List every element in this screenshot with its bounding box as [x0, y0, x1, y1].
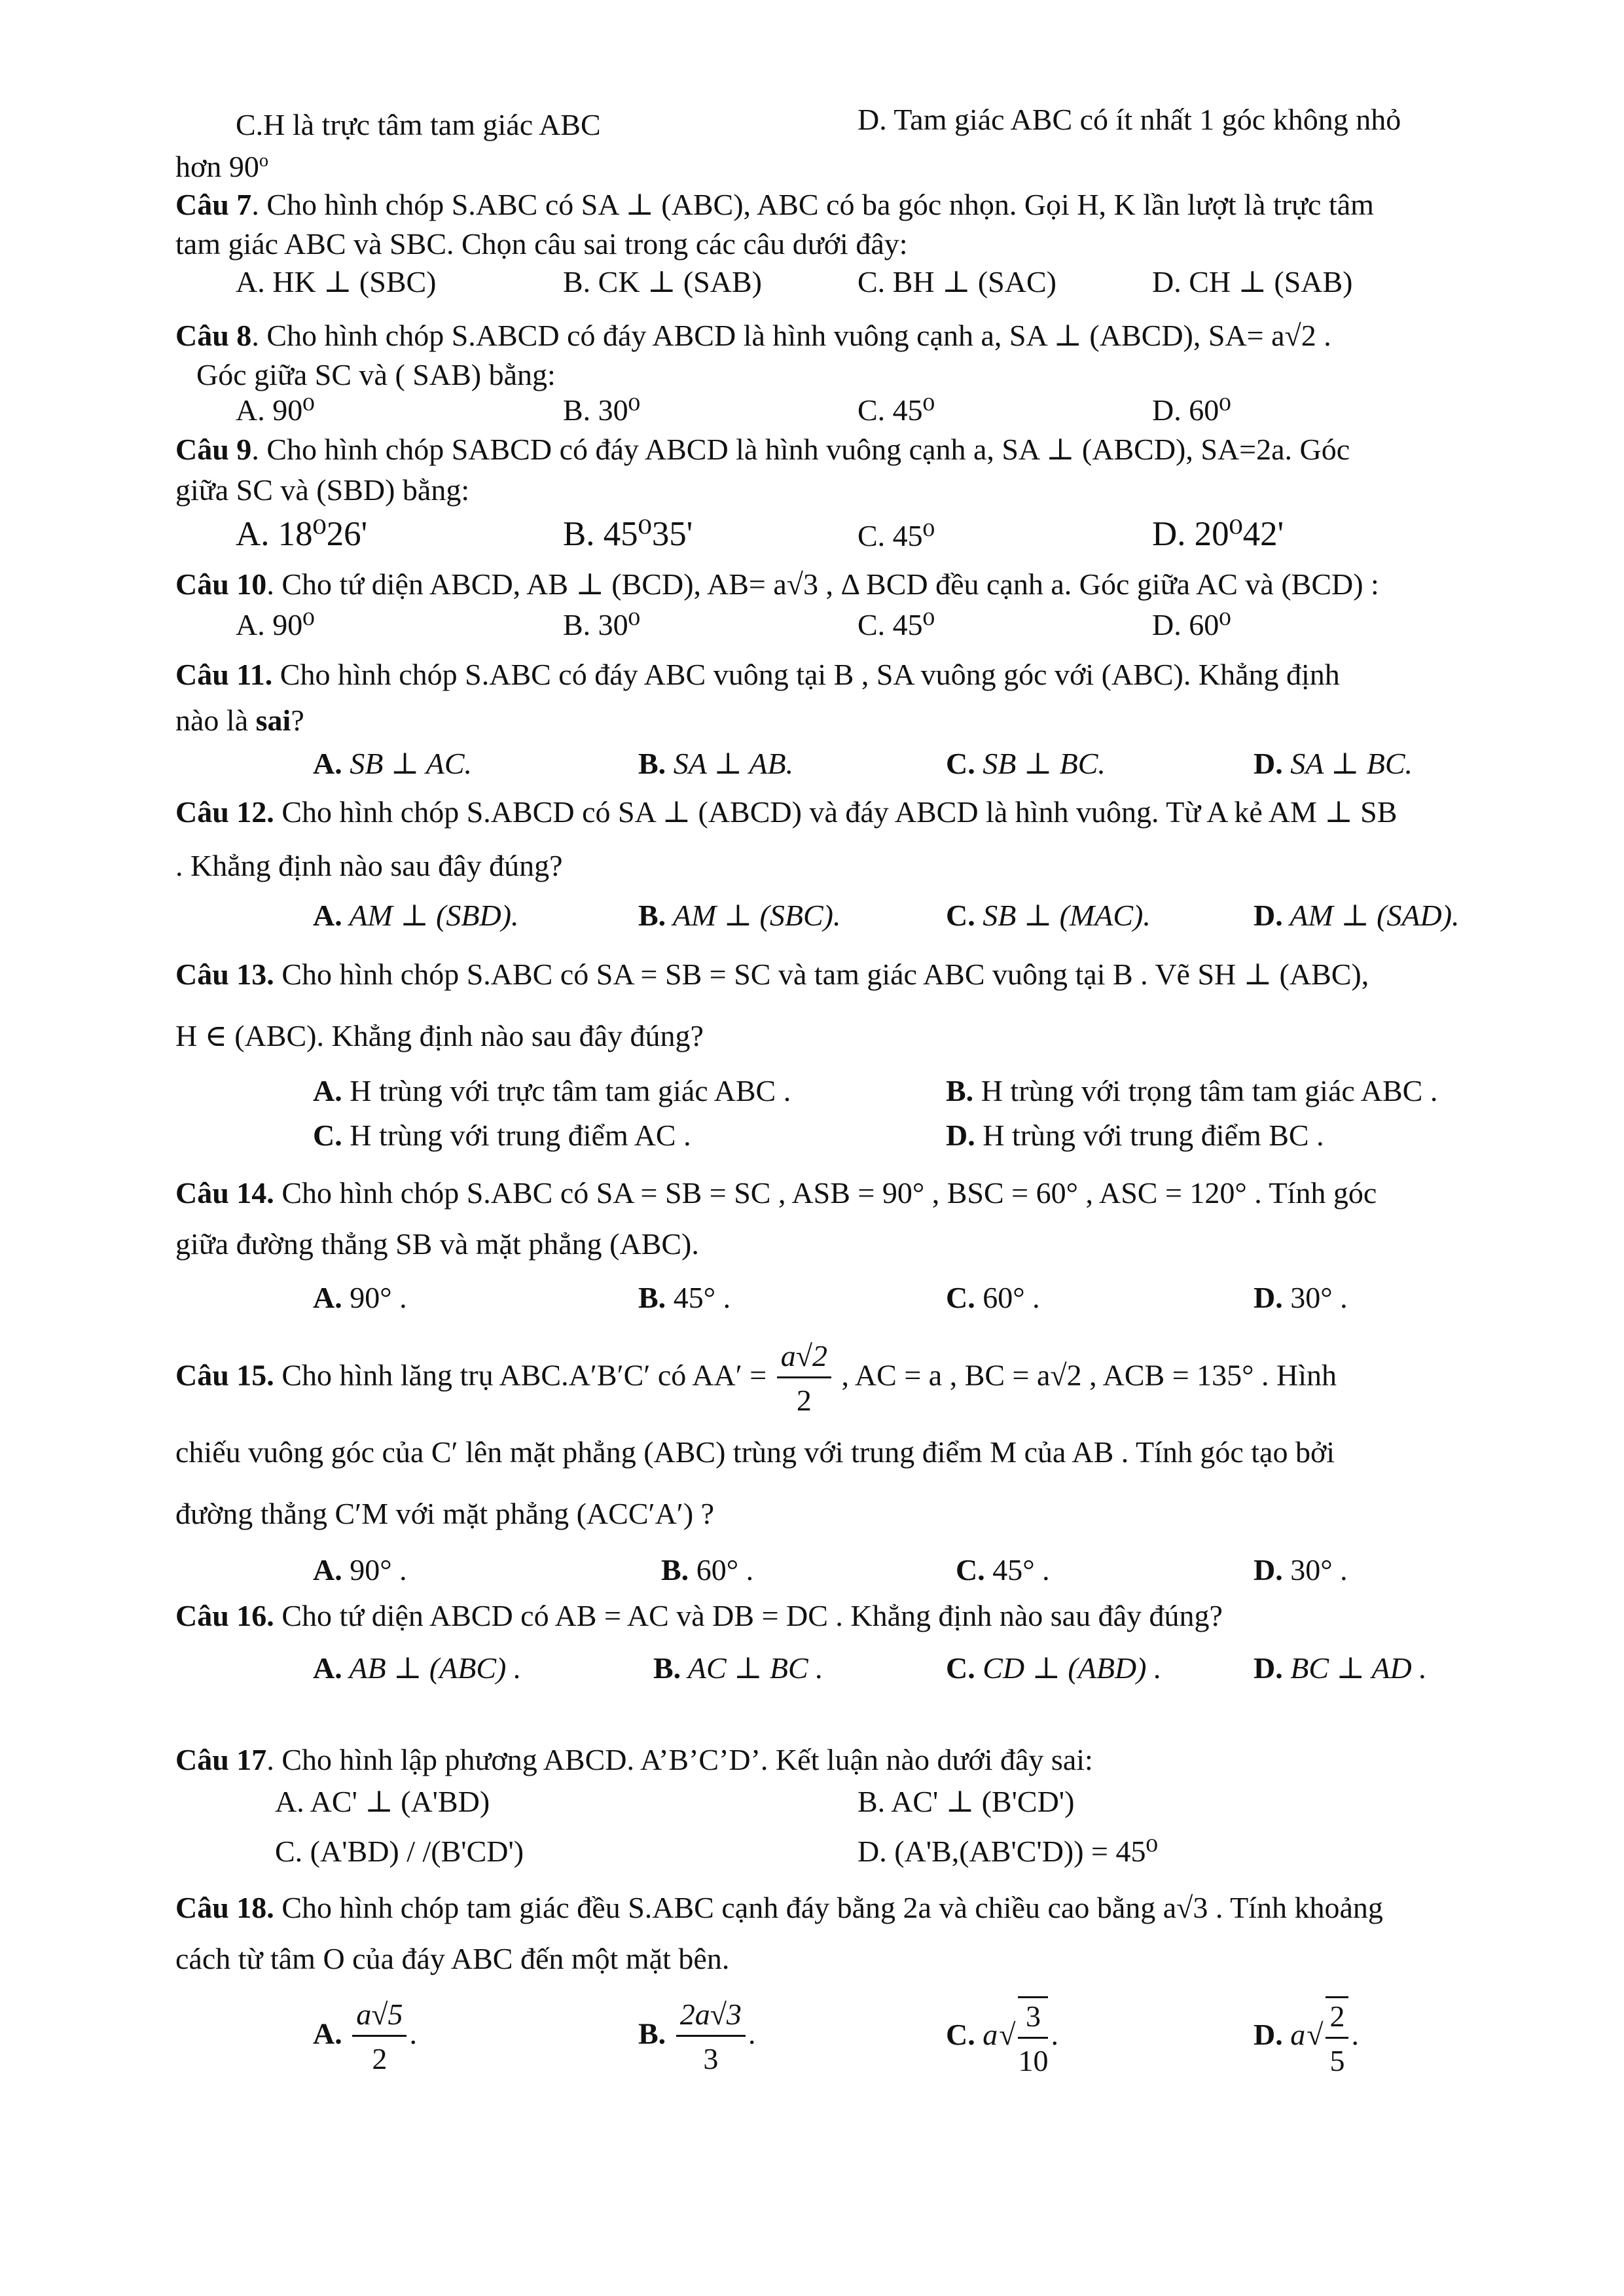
question-10-option-b[interactable]: B. 30⁰ [563, 608, 641, 641]
question-7-option-b[interactable]: B. CK ⊥ (SAB) [563, 265, 762, 298]
radical-2-over-5: $\frac{2}{5}$ [1326, 1996, 1348, 2079]
question-15-line-1: Câu 15. Cho hình lăng trụ ABC.A′B′C′ có AA′ = $\frac{a√2}{2}$ , AC = a , BC = a√2 , ACB = 135° . Hình [175, 1338, 1337, 1418]
question-8-line-1: Câu 8. Cho hình chóp S.ABCD có đáy ABCD là hình vuông cạnh a, SA ⊥ (ABCD), SA= a√2 . [175, 319, 1331, 352]
question-15-option-b[interactable]: B. 60° . [661, 1553, 754, 1587]
question-7-option-d[interactable]: D. CH ⊥ (SAB) [1152, 265, 1353, 298]
question-13-line-2: H ∈ (ABC). Khẳng định nào sau đây đúng? [175, 1019, 704, 1052]
prev-option-d-cont: hơn 90$^o$ [175, 150, 269, 183]
question-11-line-1: Câu 11. Cho hình chóp S.ABC có đáy ABC vuông tại B , SA vuông góc với (ABC). Khẳng định [175, 658, 1340, 691]
question-10-line-1: Câu 10. Cho tứ diện ABCD, AB ⊥ (BCD), AB= a√3 , Δ BCD đều cạnh a. Góc giữa AC và (BCD) : [175, 567, 1379, 601]
prev-option-c: C.H là trực tâm tam giác ABC [236, 108, 601, 141]
question-15-option-c[interactable]: C. 45° . [956, 1553, 1050, 1587]
question-8-line-2: Góc giữa SC và ( SAB) bằng: [196, 358, 556, 391]
fraction-a-sqrt2-over-2: $\frac{a√2}{2}$ [777, 1338, 831, 1418]
question-12-line-1: Câu 12. Cho hình chóp S.ABCD có SA ⊥ (ABCD) và đáy ABCD là hình vuông. Từ A kẻ AM ⊥ SB [175, 795, 1398, 829]
question-15-line-2: chiếu vuông góc của C′ lên mặt phẳng (ABC) trùng với trung điểm M của AB . Tính góc tạo bởi [175, 1435, 1335, 1469]
question-16-option-b[interactable]: B. AC ⊥ BC . [653, 1651, 823, 1685]
question-11-option-b[interactable]: B. SA ⊥ AB. [638, 747, 794, 780]
question-18-line-2: cách từ tâm O của đáy ABC đến một mặt bên. [175, 1942, 730, 1975]
question-9-option-c[interactable]: C. 45⁰ [857, 519, 935, 552]
question-7-line-1: Câu 7. Cho hình chóp S.ABC có SA ⊥ (ABC), ABC có ba góc nhọn. Gọi H, K lần lượt là trực tâm [175, 188, 1374, 221]
question-18-option-d[interactable]: D. a√ $\frac{2}{5}$ . [1254, 1996, 1359, 2079]
question-17-line-1: Câu 17. Cho hình lập phương ABCD. A’B’C’D’. Kết luận nào dưới đây sai: [175, 1743, 1093, 1776]
question-11-option-d[interactable]: D. SA ⊥ BC. [1254, 747, 1413, 780]
question-12-option-d[interactable]: D. AM ⊥ (SAD). [1254, 899, 1460, 932]
question-16-option-c[interactable]: C. CD ⊥ (ABD) . [946, 1651, 1162, 1685]
question-12-line-2: . Khẳng định nào sau đây đúng? [175, 849, 563, 882]
prev-option-d: D. Tam giác ABC có ít nhất 1 góc không nhỏ [857, 103, 1401, 136]
question-16-option-d[interactable]: D. BC ⊥ AD . [1254, 1651, 1427, 1685]
question-18-option-c[interactable]: C. a√ $\frac{3}{10}$ . [946, 1996, 1058, 2079]
question-10-option-d[interactable]: D. 60⁰ [1152, 608, 1231, 641]
question-13-line-1: Câu 13. Cho hình chóp S.ABC có SA = SB = SC và tam giác ABC vuông tại B . Vẽ SH ⊥ (ABC), [175, 958, 1369, 991]
question-9-line-1: Câu 9. Cho hình chóp SABCD có đáy ABCD là hình vuông cạnh a, SA ⊥ (ABCD), SA=2a. Góc [175, 433, 1350, 466]
question-16-line-1: Câu 16. Cho tứ diện ABCD có AB = AC và DB = DC . Khẳng định nào sau đây đúng? [175, 1599, 1223, 1632]
question-17-option-b[interactable]: B. AC' ⊥ (B'CD') [857, 1785, 1075, 1818]
fraction-2a-sqrt3-over-3: $\frac{2a√3}{3}$ [676, 1996, 746, 2077]
question-8-option-a[interactable]: A. 90⁰ [236, 393, 315, 427]
question-11-option-a[interactable]: A. SB ⊥ AC. [313, 747, 473, 780]
question-18-option-b[interactable]: B. $\frac{2a√3}{3}$ . [638, 1996, 755, 2077]
question-12-option-a[interactable]: A. AM ⊥ (SBD). [313, 899, 519, 932]
question-16-option-a[interactable]: A. AB ⊥ (ABC) . [313, 1651, 522, 1685]
question-12-option-c[interactable]: C. SB ⊥ (MAC). [946, 899, 1151, 932]
question-18-option-a[interactable]: A. $\frac{a√5}{2}$ . [313, 1996, 417, 2077]
question-14-option-c[interactable]: C. 60° . [946, 1281, 1040, 1314]
question-15-line-3: đường thẳng C′M với mặt phẳng (ACC′A′) ? [175, 1497, 715, 1530]
question-14-option-b[interactable]: B. 45° . [638, 1281, 731, 1314]
radical-3-over-10: $\frac{3}{10}$ [1018, 1996, 1048, 2079]
question-8-option-b[interactable]: B. 30⁰ [563, 393, 641, 427]
question-17-option-d[interactable]: D. (A'B,(AB'C'D)) = 45⁰ [857, 1835, 1158, 1868]
question-13-option-c[interactable]: C. H trùng với trung điểm AC . [313, 1119, 691, 1152]
question-8-option-c[interactable]: C. 45⁰ [857, 393, 935, 427]
question-14-line-2: giữa đường thẳng SB và mặt phẳng (ABC). [175, 1227, 699, 1261]
question-14-line-1: Câu 14. Cho hình chóp S.ABC có SA = SB = SC , ASB = 90° , BSC = 60° , ASC = 120° . Tính góc [175, 1176, 1377, 1210]
question-9-line-2: giữa SC và (SBD) bằng: [175, 473, 470, 507]
question-9-option-a[interactable]: A. 18⁰26' [236, 515, 368, 553]
question-17-option-c[interactable]: C. (A'BD) / /(B'CD') [275, 1835, 524, 1868]
question-8-option-d[interactable]: D. 60⁰ [1152, 393, 1231, 427]
question-17-option-a[interactable]: A. AC' ⊥ (A'BD) [275, 1785, 490, 1818]
question-13-option-d[interactable]: D. H trùng với trung điểm BC . [946, 1119, 1324, 1152]
question-10-option-a[interactable]: A. 90⁰ [236, 608, 315, 641]
question-7-option-c[interactable]: C. BH ⊥ (SAC) [857, 265, 1056, 298]
question-7-option-a[interactable]: A. HK ⊥ (SBC) [236, 265, 437, 298]
question-14-option-d[interactable]: D. 30° . [1254, 1281, 1348, 1314]
question-15-option-d[interactable]: D. 30° . [1254, 1553, 1348, 1587]
question-14-option-a[interactable]: A. 90° . [313, 1281, 407, 1314]
question-11-option-c[interactable]: C. SB ⊥ BC. [946, 747, 1106, 780]
fraction-a-sqrt5-over-2: $\frac{a√5}{2}$ [352, 1996, 406, 2077]
question-12-option-b[interactable]: B. AM ⊥ (SBC). [638, 899, 841, 932]
question-18-line-1: Câu 18. Cho hình chóp tam giác đều S.ABC cạnh đáy bằng 2a và chiều cao bằng a√3 . Tính khoảng [175, 1891, 1383, 1924]
question-13-option-b[interactable]: B. H trùng với trọng tâm tam giác ABC . [946, 1074, 1438, 1107]
question-11-line-2: nào là sai? [175, 704, 304, 737]
question-13-option-a[interactable]: A. H trùng với trực tâm tam giác ABC . [313, 1074, 791, 1107]
question-9-option-d[interactable]: D. 20⁰42' [1152, 515, 1284, 553]
question-9-option-b[interactable]: B. 45⁰35' [563, 515, 693, 553]
question-10-option-c[interactable]: C. 45⁰ [857, 608, 935, 641]
question-15-option-a[interactable]: A. 90° . [313, 1553, 407, 1587]
question-7-line-2: tam giác ABC và SBC. Chọn câu sai trong các câu dưới đây: [175, 227, 908, 260]
